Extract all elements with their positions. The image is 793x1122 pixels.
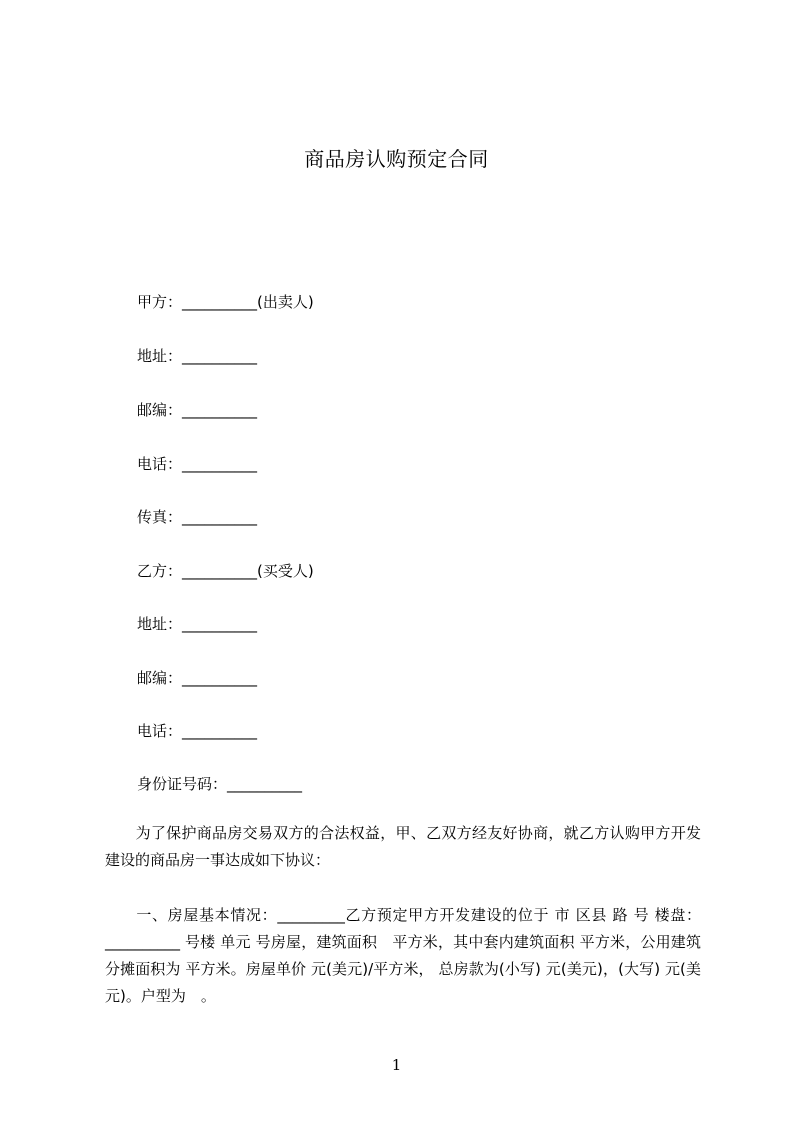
intro-paragraph: 为了保护商品房交易双方的合法权益，甲、乙双方经友好协商，就乙方认购甲方开发建设的商品房一事达成如下协议： xyxy=(105,824,701,869)
party-b-address-field: 地址：__________ xyxy=(137,615,258,633)
page-number: 1 xyxy=(391,1056,402,1074)
party-a-address-field: 地址：__________ xyxy=(137,347,258,365)
party-a-postcode-field: 邮编：__________ xyxy=(137,401,258,419)
party-a-field: 甲方：__________(出卖人) xyxy=(137,293,314,311)
clause-1-paragraph: 一、房屋基本情况：_________乙方预定甲方开发建设的位于 市 区县 路 号 楼盘：__________ 号楼 单元 号房屋，建筑面积 平方米，其中套内建筑面积 平方米，公用建筑分摊面积为 平方米。房屋单价 元(美元)/平方米， 总房款为(小写) 元(美元)，(大写) 元(美元)。户型为 。 xyxy=(105,906,701,1005)
party-b-phone-field: 电话：__________ xyxy=(137,722,258,740)
document-title: 商品房认购预定合同 xyxy=(304,147,489,171)
party-b-postcode-field: 邮编：__________ xyxy=(137,669,258,687)
party-b-field: 乙方：__________(买受人) xyxy=(137,562,314,580)
party-a-phone-field: 电话：__________ xyxy=(137,455,258,473)
party-b-id-number-field: 身份证号码：__________ xyxy=(137,775,303,793)
party-a-fax-field: 传真：__________ xyxy=(137,508,258,526)
